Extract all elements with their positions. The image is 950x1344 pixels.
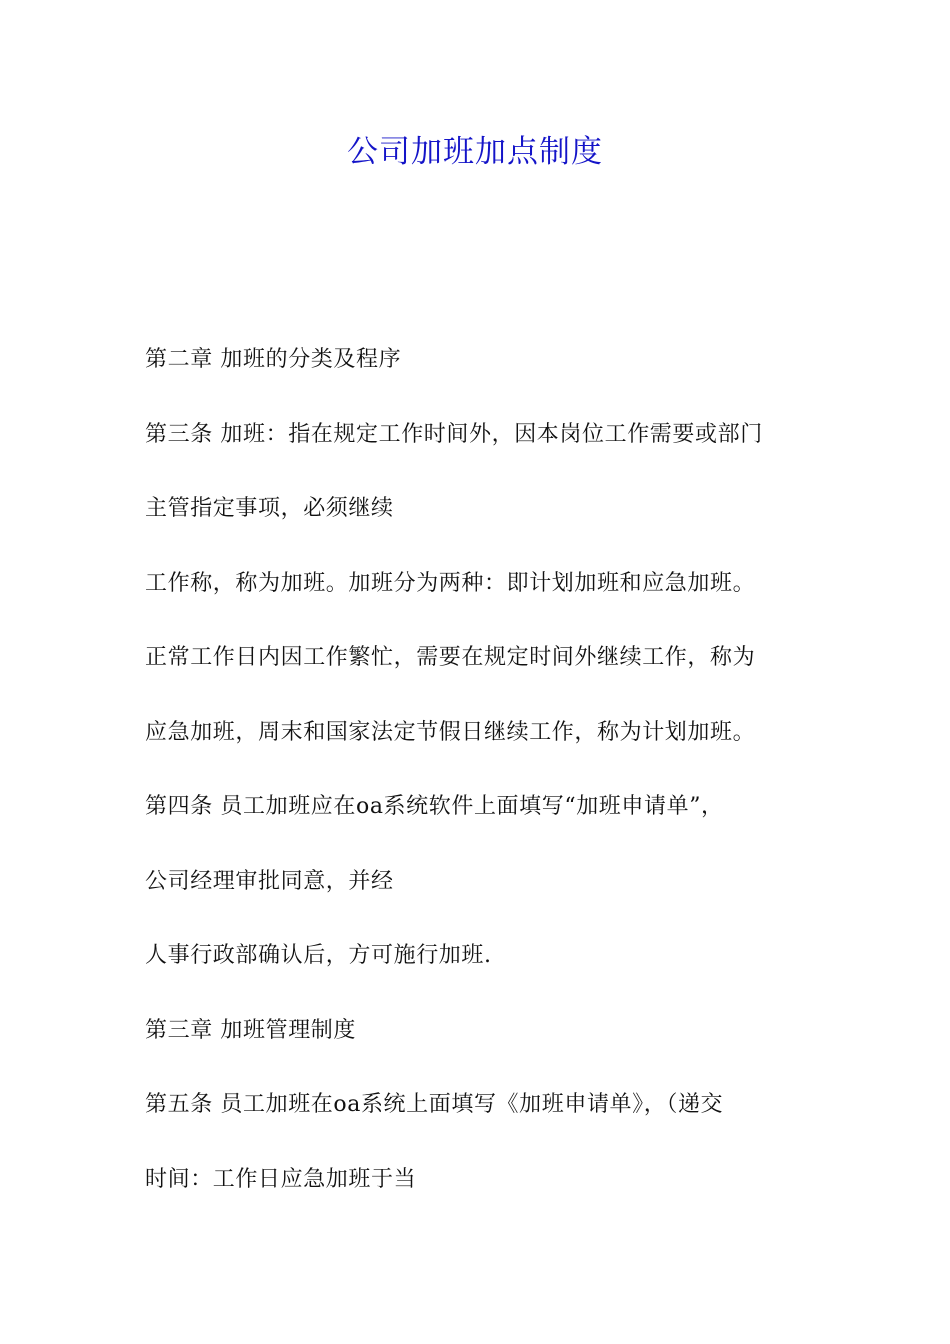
paragraph-line: 主管指定事项，必须继续 [145, 496, 394, 521]
document-body [145, 336, 825, 1230]
paragraph-line: 应急加班，周末和国家法定节假日继续工作，称为计划加班。 [145, 719, 756, 745]
paragraph-line: 第四条 员工加班应在oa系统软件上面填写“加班申请单”， [145, 794, 724, 819]
chapter-heading: 第二章 加班的分类及程序 [145, 347, 402, 372]
paragraph-line: 正常工作日内因工作繁忙，需要在规定时间外继续工作，称为 [145, 645, 756, 670]
paragraph-line: 第五条 员工加班在oa系统上面填写《加班申请单》，（递交 [145, 1092, 724, 1117]
paragraph-line: 第三条 加班：指在规定工作时间外，因本岗位工作需要或部门 [145, 421, 763, 447]
paragraph-line: 公司经理审批同意，并经 [145, 868, 394, 894]
paragraph-line: 时间：工作日应急加班于当 [145, 1166, 417, 1192]
chapter-heading: 第三章 加班管理制度 [145, 1017, 356, 1043]
paragraph-line: 工作称，称为加班。加班分为两种：即计划加班和应急加班。 [145, 570, 756, 596]
document-title: 公司加班加点制度 [347, 134, 603, 170]
paragraph-line: 人事行政部确认后，方可施行加班. [145, 943, 492, 968]
